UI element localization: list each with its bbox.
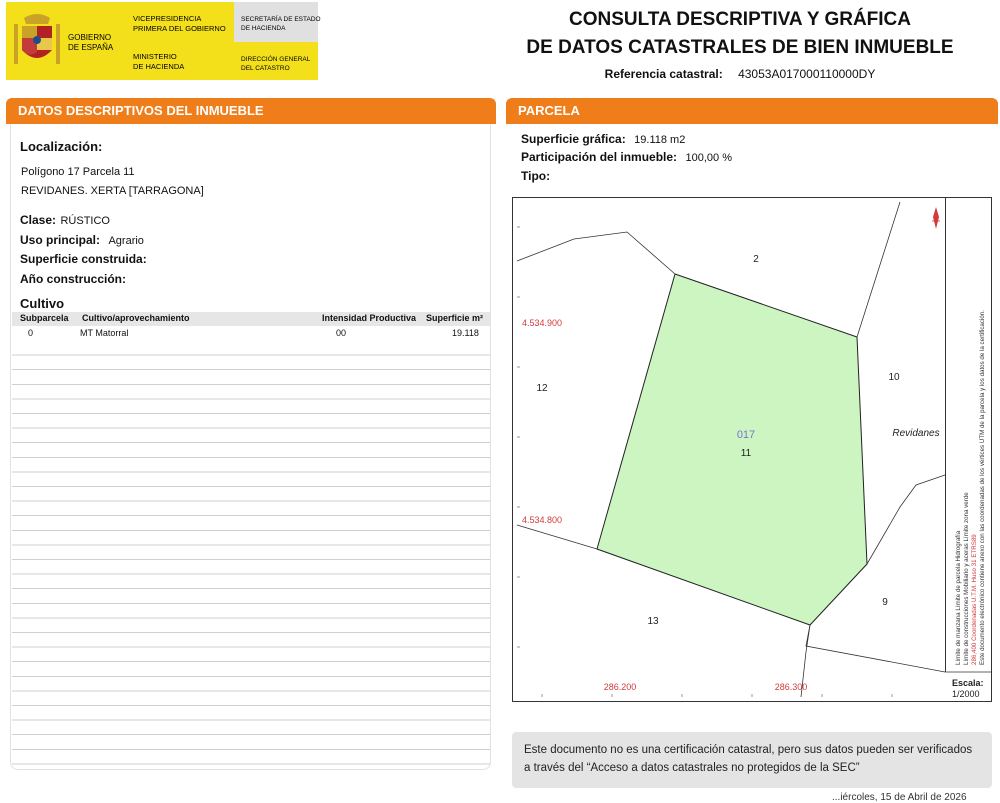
place-name: Revidanes — [892, 428, 940, 439]
direccion-label: DIRECCIÓN GENERAL DEL CATASTRO — [241, 56, 311, 72]
scale-value: 1/2000 — [952, 689, 980, 699]
scale-label: Escala: — [952, 678, 984, 688]
cell-subparcela: 0 — [28, 328, 34, 338]
col-subparcela: Subparcela — [20, 313, 69, 323]
y-coordinate-label: 4.534.900 — [522, 318, 563, 328]
heading-text-bold: INMUEBLE — [195, 103, 264, 118]
tipo-field: Tipo: — [521, 169, 551, 183]
neighbor-label: 13 — [647, 616, 659, 627]
table-row — [12, 327, 490, 341]
localizacion-line1: Polígono 17 Parcela 11 — [21, 166, 135, 178]
cultivo-heading: Cultivo — [20, 296, 65, 311]
document-title: CONSULTA DESCRIPTIVA Y GRÁFICA DE DATOS CATASTRALES DE BIEN INMUEBLE — [526, 9, 954, 58]
cell-cultivo: MT Matorral — [80, 328, 129, 338]
issue-date-partial: ...iércoles, 15 de Abril de 2026 — [832, 792, 967, 803]
cultivo-table-header — [12, 312, 490, 326]
legend-divider — [945, 197, 946, 672]
secretaria-label: SECRETARÍA DE ESTADO DE HACIENDA — [241, 16, 321, 32]
datos-descriptivos-heading — [6, 98, 496, 124]
parcel-11-polygon — [597, 274, 867, 625]
neighbor-label: 9 — [882, 597, 888, 608]
superficie-construida-field: Superficie construida: — [20, 252, 147, 266]
neighbor-label: 2 — [753, 254, 759, 265]
uso-field: Uso principal: Agrario — [20, 233, 144, 247]
participacion-field: Participación del inmueble: 100,00 % — [521, 150, 732, 164]
ref-value: 43053A017000110000DY — [738, 67, 876, 81]
localizacion-line2: REVIDANES. XERTA [TARRAGONA] — [21, 185, 204, 197]
parcela-heading: PARCELA — [506, 98, 998, 124]
parcel-number: 11 — [740, 448, 752, 459]
map-legend: Límite de manzana Límite de parcela Hidrografía Límite de construcciones Mobiliario y aceras Límite zona verde 286,400 Coordenadas U.T.M. Huso 31 ETRS89 Este documento electrónico contiene anexo con las coordenadas de los vértices UTM de la parcela y los datos de la certificación. — [955, 310, 986, 665]
cell-intensidad: 00 — [336, 328, 347, 338]
col-superficie: Superficie m² — [426, 313, 484, 323]
x-coordinate-label: 286.300 — [774, 682, 808, 692]
localizacion-label: Localización: — [20, 139, 103, 154]
anio-construccion-field: Año construcción: — [20, 272, 127, 286]
coat-of-arms-icon — [12, 10, 62, 72]
gobierno-label: GOBIERNO DE ESPAÑA — [68, 33, 114, 52]
parcel-map-drawing — [512, 197, 992, 702]
vicepresidencia-label: VICEPRESIDENCIA PRIMERA DEL GOBIERNO — [133, 14, 226, 33]
neighbor-label: 10 — [888, 372, 900, 383]
neighbor-label: 12 — [536, 383, 548, 394]
empty-table-rows — [12, 341, 490, 769]
col-cultivo: Cultivo/aprovechamiento — [82, 313, 190, 323]
col-intensidad: Intensidad Productiva — [322, 313, 417, 323]
x-coordinate-label: 286.200 — [603, 682, 637, 692]
ref-label: Referencia catastral: — [604, 67, 723, 81]
superficie-grafica-field: Superficie gráfica: 19.118 m2 — [521, 132, 686, 146]
parcel-code: 017 — [736, 429, 756, 441]
clase-field: Clase: RÚSTICO — [20, 213, 110, 227]
cell-superficie: 19.118 — [452, 328, 479, 338]
ministerio-label: MINISTERIO DE HACIENDA — [133, 52, 185, 71]
sec-disclaimer: Este documento no es una certificación catastral, pero sus datos pueden ser verificados a través del “Acceso a datos catastrales no protegidos de la SEC” — [512, 732, 992, 788]
heading-text: DATOS DESCRIPTIVOS DEL — [18, 103, 196, 118]
y-coordinate-label: 4.534.800 — [522, 515, 563, 525]
north-arrow-icon — [932, 207, 940, 229]
referencia-catastral — [520, 67, 960, 81]
